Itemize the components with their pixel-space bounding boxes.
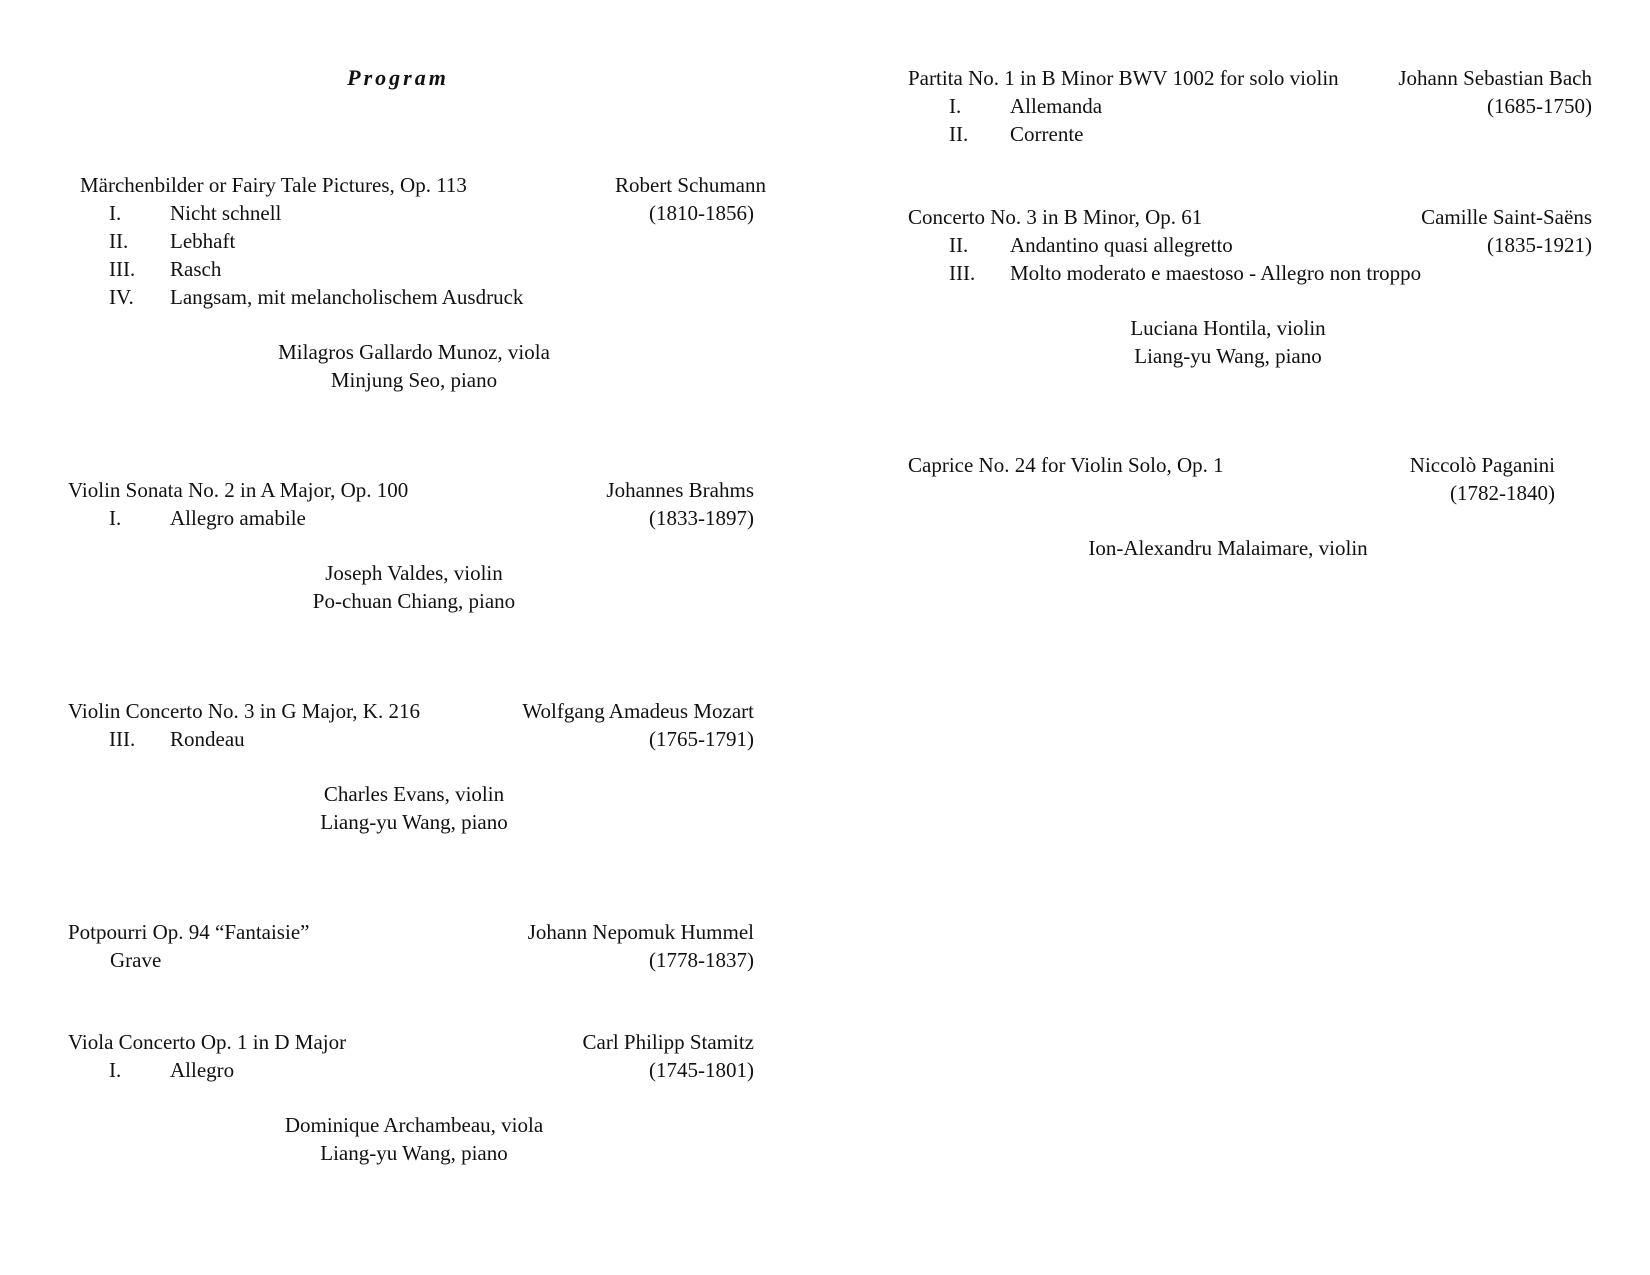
movement-item xyxy=(68,946,754,974)
movement-name: Allegro xyxy=(170,1058,235,1082)
movement-item xyxy=(68,283,754,311)
performer-list xyxy=(908,534,1548,562)
piece-entry xyxy=(68,1028,754,1167)
piece-entry xyxy=(908,451,1592,562)
composer-dates: (1685-1750) xyxy=(1487,94,1592,118)
movement-item xyxy=(68,1056,754,1084)
piece-entry xyxy=(68,476,754,615)
movement-list xyxy=(908,479,1592,507)
composer-dates: (1745-1801) xyxy=(649,1058,754,1082)
movement-number: III. xyxy=(109,727,136,751)
movement-number: I. xyxy=(109,1058,122,1082)
piece-title: Violin Concerto No. 3 in G Major, K. 216 xyxy=(68,699,420,723)
composer-dates: (1833-1897) xyxy=(649,506,754,530)
performer-name: Minjung Seo, piano xyxy=(330,368,498,392)
piece-title: Violin Sonata No. 2 in A Major, Op. 100 xyxy=(68,478,409,502)
movement-item xyxy=(68,255,754,283)
composer-name: Carl Philipp Stamitz xyxy=(582,1030,754,1054)
movement-list xyxy=(68,725,754,753)
movement-name: Corrente xyxy=(1010,122,1084,146)
movement-list xyxy=(68,504,754,532)
composer-name: Camille Saint-Saëns xyxy=(1421,205,1592,229)
movement-list xyxy=(68,946,754,974)
movement-number: III. xyxy=(109,257,136,281)
movement-name: Lebhaft xyxy=(170,229,236,253)
movement-item xyxy=(68,227,754,255)
program-title: Program xyxy=(347,65,449,90)
composer-dates: (1778-1837) xyxy=(649,948,754,972)
composer-name: Johann Sebastian Bach xyxy=(1398,66,1592,90)
composer-name: Johann Nepomuk Hummel xyxy=(527,920,754,944)
movement-number: II. xyxy=(109,229,129,253)
composer-dates: (1765-1791) xyxy=(649,727,754,751)
piece-entry xyxy=(68,697,754,836)
performer-list xyxy=(84,338,744,394)
performer-name: Joseph Valdes, violin xyxy=(325,561,503,585)
movement-list xyxy=(68,1056,754,1084)
composer-dates: (1835-1921) xyxy=(1487,233,1592,257)
performer-list xyxy=(908,314,1548,370)
movement-list xyxy=(908,92,1592,148)
movement-name: Allemanda xyxy=(1010,94,1103,118)
movement-item xyxy=(908,231,1592,259)
movement-number: II. xyxy=(949,122,969,146)
composer-name: Wolfgang Amadeus Mozart xyxy=(522,699,754,723)
movement-name: Rondeau xyxy=(170,727,245,751)
movement-name: Langsam, mit melancholischem Ausdruck xyxy=(170,285,524,309)
movement-name: Molto moderato e maestoso - Allegro non troppo xyxy=(1010,261,1422,285)
movement-number: I. xyxy=(109,506,122,530)
movement-name: Grave xyxy=(110,948,162,972)
movement-item xyxy=(908,120,1592,148)
movement-number: I. xyxy=(949,94,962,118)
performer-name: Po-chuan Chiang, piano xyxy=(312,589,516,613)
movement-name: Rasch xyxy=(170,257,222,281)
movement-item xyxy=(68,725,754,753)
piece-entry xyxy=(908,64,1592,148)
movement-item xyxy=(908,259,1592,287)
composer-name: Niccolò Paganini xyxy=(1409,453,1555,477)
performer-list xyxy=(84,1111,744,1167)
piece-title: Märchenbilder or Fairy Tale Pictures, Op. 113 xyxy=(80,173,467,197)
piece-title: Partita No. 1 in B Minor BWV 1002 for solo violin xyxy=(908,66,1339,90)
piece-title: Caprice No. 24 for Violin Solo, Op. 1 xyxy=(908,453,1224,477)
performer-name: Milagros Gallardo Munoz, viola xyxy=(278,340,550,364)
piece-title: Viola Concerto Op. 1 in D Major xyxy=(68,1030,347,1054)
performer-list xyxy=(84,559,744,615)
movement-number: I. xyxy=(109,201,122,225)
movement-item xyxy=(68,199,754,227)
performer-name: Charles Evans, violin xyxy=(323,782,505,806)
movement-number: II. xyxy=(949,233,969,257)
performer-name: Luciana Hontila, violin xyxy=(1130,316,1326,340)
piece-title: Concerto No. 3 in B Minor, Op. 61 xyxy=(908,205,1203,229)
performer-name: Liang-yu Wang, piano xyxy=(320,810,508,834)
movement-item xyxy=(68,504,754,532)
performer-name: Liang-yu Wang, piano xyxy=(1134,344,1322,368)
performer-name: Dominique Archambeau, viola xyxy=(284,1113,544,1137)
composer-name: Robert Schumann xyxy=(614,173,766,197)
performer-list xyxy=(84,780,744,836)
movement-name: Nicht schnell xyxy=(170,201,282,225)
movement-list xyxy=(908,231,1592,287)
piece-entry xyxy=(908,203,1592,370)
movement-item xyxy=(908,92,1592,120)
piece-title: Potpourri Op. 94 “Fantaisie” xyxy=(68,920,310,944)
movement-list xyxy=(68,199,754,311)
piece-entry xyxy=(68,918,754,974)
composer-dates: (1810-1856) xyxy=(649,201,754,225)
movement-number: III. xyxy=(949,261,976,285)
performer-name: Liang-yu Wang, piano xyxy=(320,1141,508,1165)
performer-name: Ion-Alexandru Malaimare, violin xyxy=(1088,536,1368,560)
piece-header xyxy=(908,451,1592,505)
piece-entry xyxy=(68,171,766,394)
composer-dates: (1782-1840) xyxy=(1450,481,1555,505)
movement-number: IV. xyxy=(109,285,134,309)
composer-name: Johannes Brahms xyxy=(606,478,754,502)
movement-name: Allegro amabile xyxy=(170,506,306,530)
movement-name: Andantino quasi allegretto xyxy=(1010,233,1233,257)
